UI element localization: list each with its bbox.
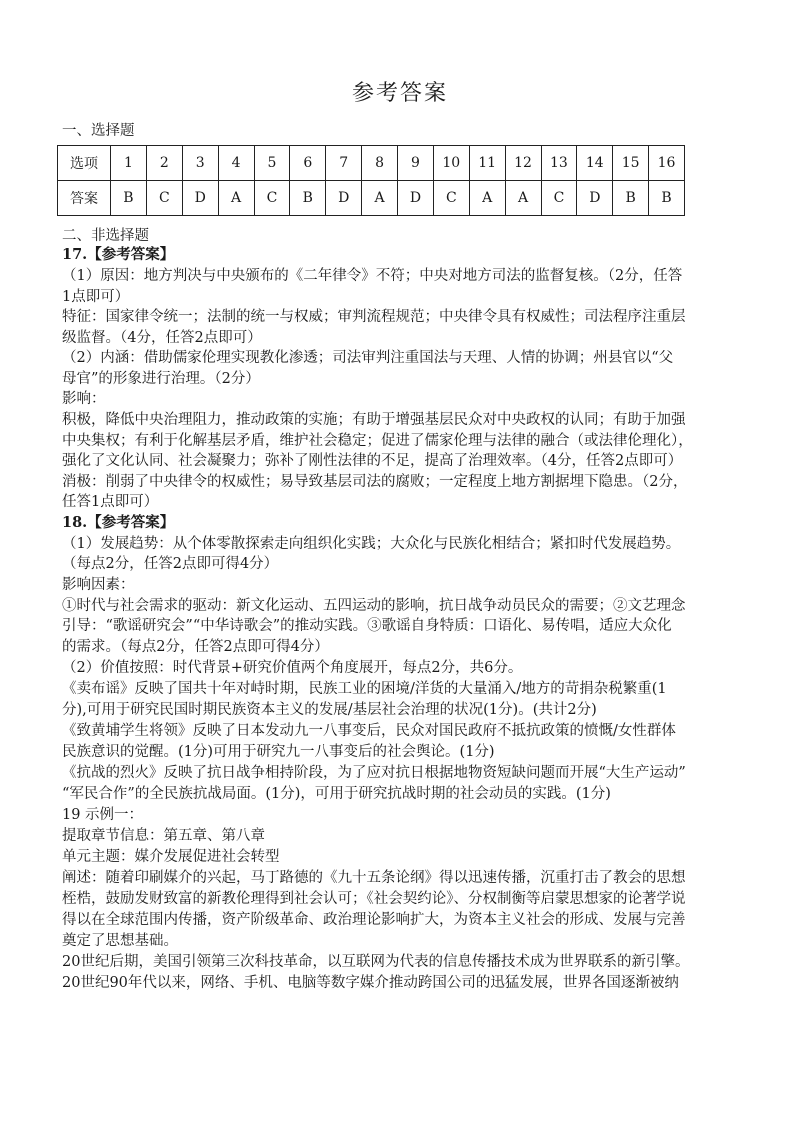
text-line: 任答1点即可） <box>62 494 159 510</box>
q18-heading: 18.【参考答案】 <box>62 514 175 531</box>
text-line: （2）价值按照：时代背景+研究价值两个角度展开，每点2分，共6分。 <box>62 660 523 676</box>
text-line: （2）内涵：借助儒家伦理实现教化渗透；司法审判注重国法与天理、人情的协调；州县官以“父 <box>62 350 674 366</box>
text-line: 中央集权；有利于化解基层矛盾，维护社会稳定；促进了儒家伦理与法律的融合（或法律伦理化）， <box>62 433 693 449</box>
table-cell: 9 <box>398 146 434 181</box>
text-line: （1）发展趋势：从个体零散探索走向组织化实践；大众化与民族化相结合；紧扣时代发展趋势。 <box>62 536 681 552</box>
text-line: 引导：“歌谣研究会”“中华诗歌会”的推动实践。③歌谣自身特质：口语化、易传唱，适应大众化 <box>62 618 672 634</box>
text-line: 消极：削弱了中央律令的权威性；易导致基层司法的腐败；一定程度上地方割据埋下隐患。（2分， <box>62 474 688 490</box>
text-line: （1）原因：地方判决与中央颁布的《二年律令》不符；中央对地方司法的监督复核。（2分，任答 <box>62 268 683 284</box>
q19-heading: 19 示例一： <box>62 807 144 823</box>
table-cell: 5 <box>254 146 290 181</box>
table-cell: B <box>111 181 147 216</box>
table-cell: C <box>541 181 577 216</box>
text-line: ①时代与社会需求的驱动：新文化运动、五四运动的影响，抗日战争动员民众的需要；②文艺理念 <box>62 598 686 614</box>
table-cell: D <box>398 181 434 216</box>
table-cell: D <box>182 181 218 216</box>
table-cell: 4 <box>218 146 254 181</box>
table-cell: 6 <box>290 146 326 181</box>
text-line: 强化了文化认同、社会凝聚力；弥补了刚性法律的不足，提高了治理效率。（4分，任答2点即可） <box>62 453 683 469</box>
table-cell: 3 <box>182 146 218 181</box>
text-line: 单元主题：媒介发展促进社会转型 <box>62 849 280 865</box>
table-cell: 11 <box>469 146 505 181</box>
row-header-options: 选项 <box>58 146 111 181</box>
table-cell: 13 <box>541 146 577 181</box>
table-cell: B <box>613 181 649 216</box>
table-cell: D <box>577 181 613 216</box>
text-line: 的需求。（每点2分，任答2点即可得4分） <box>62 639 329 655</box>
table-cell: C <box>146 181 182 216</box>
page-title: 参考答案 <box>351 81 448 106</box>
table-cell: A <box>469 181 505 216</box>
table-cell: 15 <box>613 146 649 181</box>
text-line: 民族意识的觉醒。(1分)可用于研究九一八事变后的社会舆论。(1分) <box>62 744 495 760</box>
text-line: 影响因素： <box>62 577 135 593</box>
table-cell: 12 <box>505 146 541 181</box>
text-line: 桎梏，鼓励发财致富的新教伦理得到社会认可；《社会契约论》、分权制衡等启蒙思想家的论著学说 <box>62 891 686 907</box>
table-cell: C <box>254 181 290 216</box>
text-line: 母官”的形象进行治理。（2分） <box>62 371 260 387</box>
table-cell: 1 <box>111 146 147 181</box>
text-line: 提取章节信息：第五章、第八章 <box>62 828 265 844</box>
section-open-questions-heading: 二、非选择题 <box>62 228 149 244</box>
text-line: 积极，降低中央治理阻力，推动政策的实施；有助于增强基层民众对中央政权的认同；有助于加强 <box>62 412 686 428</box>
text-line: 级监督。（4分，任答2点即可） <box>62 330 262 346</box>
table-cell: 2 <box>146 146 182 181</box>
text-line: （每点2分，任答2点即可得4分） <box>62 556 279 572</box>
q17-heading: 17.【参考答案】 <box>62 246 175 263</box>
text-line: 得以在全球范围内传播，资产阶级革命、政治理论影响扩大，为资本主义社会的形成、发展与完善 <box>62 912 686 928</box>
text-line: 奠定了思想基础。 <box>62 933 178 949</box>
table-cell: 16 <box>649 146 685 181</box>
table-cell: C <box>433 181 469 216</box>
row-header-answers: 答案 <box>58 181 111 216</box>
table-cell: B <box>290 181 326 216</box>
table-cell: A <box>362 181 398 216</box>
section-multiple-choice-heading: 一、选择题 <box>62 123 135 139</box>
table-cell: B <box>649 181 685 216</box>
text-line: 《抗战的烈火》反映了抗日战争相持阶段，为了应对抗日根据地物资短缺问题而开展“大生产运动” <box>62 765 686 781</box>
text-line: 《卖布谣》反映了国共十年对峙时期，民族工业的困境/洋货的大量涌入/地方的苛捐杂税繁重(1 <box>62 681 667 697</box>
text-line: 20世纪90年代以来，网络、手机、电脑等数字媒介推动跨国公司的迅猛发展，世界各国逐渐被纳 <box>62 975 679 991</box>
text-line: “军民合作”的全民族抗战局面。(1分)，可用于研究抗战时期的社会动员的实践。(1分) <box>62 786 611 802</box>
text-line: 20世纪后期，美国引领第三次科技革命，以互联网为代表的信息传播技术成为世界联系的新引擎。 <box>62 954 690 970</box>
text-line: 特征：国家律令统一；法制的统一与权威；审判流程规范；中央律令具有权威性；司法程序注重层 <box>62 309 686 325</box>
table-cell: 10 <box>433 146 469 181</box>
text-line: 《致黄埔学生将领》反映了日本发动九一八事变后，民众对国民政府不抵抗政策的愤慨/女性群体 <box>62 723 676 739</box>
table-cell: 8 <box>362 146 398 181</box>
text-line: 分),可用于研究民国时期民族资本主义的发展/基层社会治理的状况(1分)。(共计2分) <box>62 702 597 718</box>
table-row-numbers <box>58 146 685 181</box>
text-line: 阐述：随着印刷媒介的兴起，马丁路德的《九十五条论纲》得以迅速传播，沉重打击了教会的思想 <box>62 870 686 886</box>
table-cell: A <box>505 181 541 216</box>
table-cell: D <box>326 181 362 216</box>
answer-table <box>57 145 685 216</box>
table-row-answers <box>58 181 685 216</box>
table-cell: 7 <box>326 146 362 181</box>
table-cell: A <box>218 181 254 216</box>
text-line: 1点即可） <box>62 289 130 305</box>
text-line: 影响： <box>62 391 106 407</box>
table-cell: 14 <box>577 146 613 181</box>
